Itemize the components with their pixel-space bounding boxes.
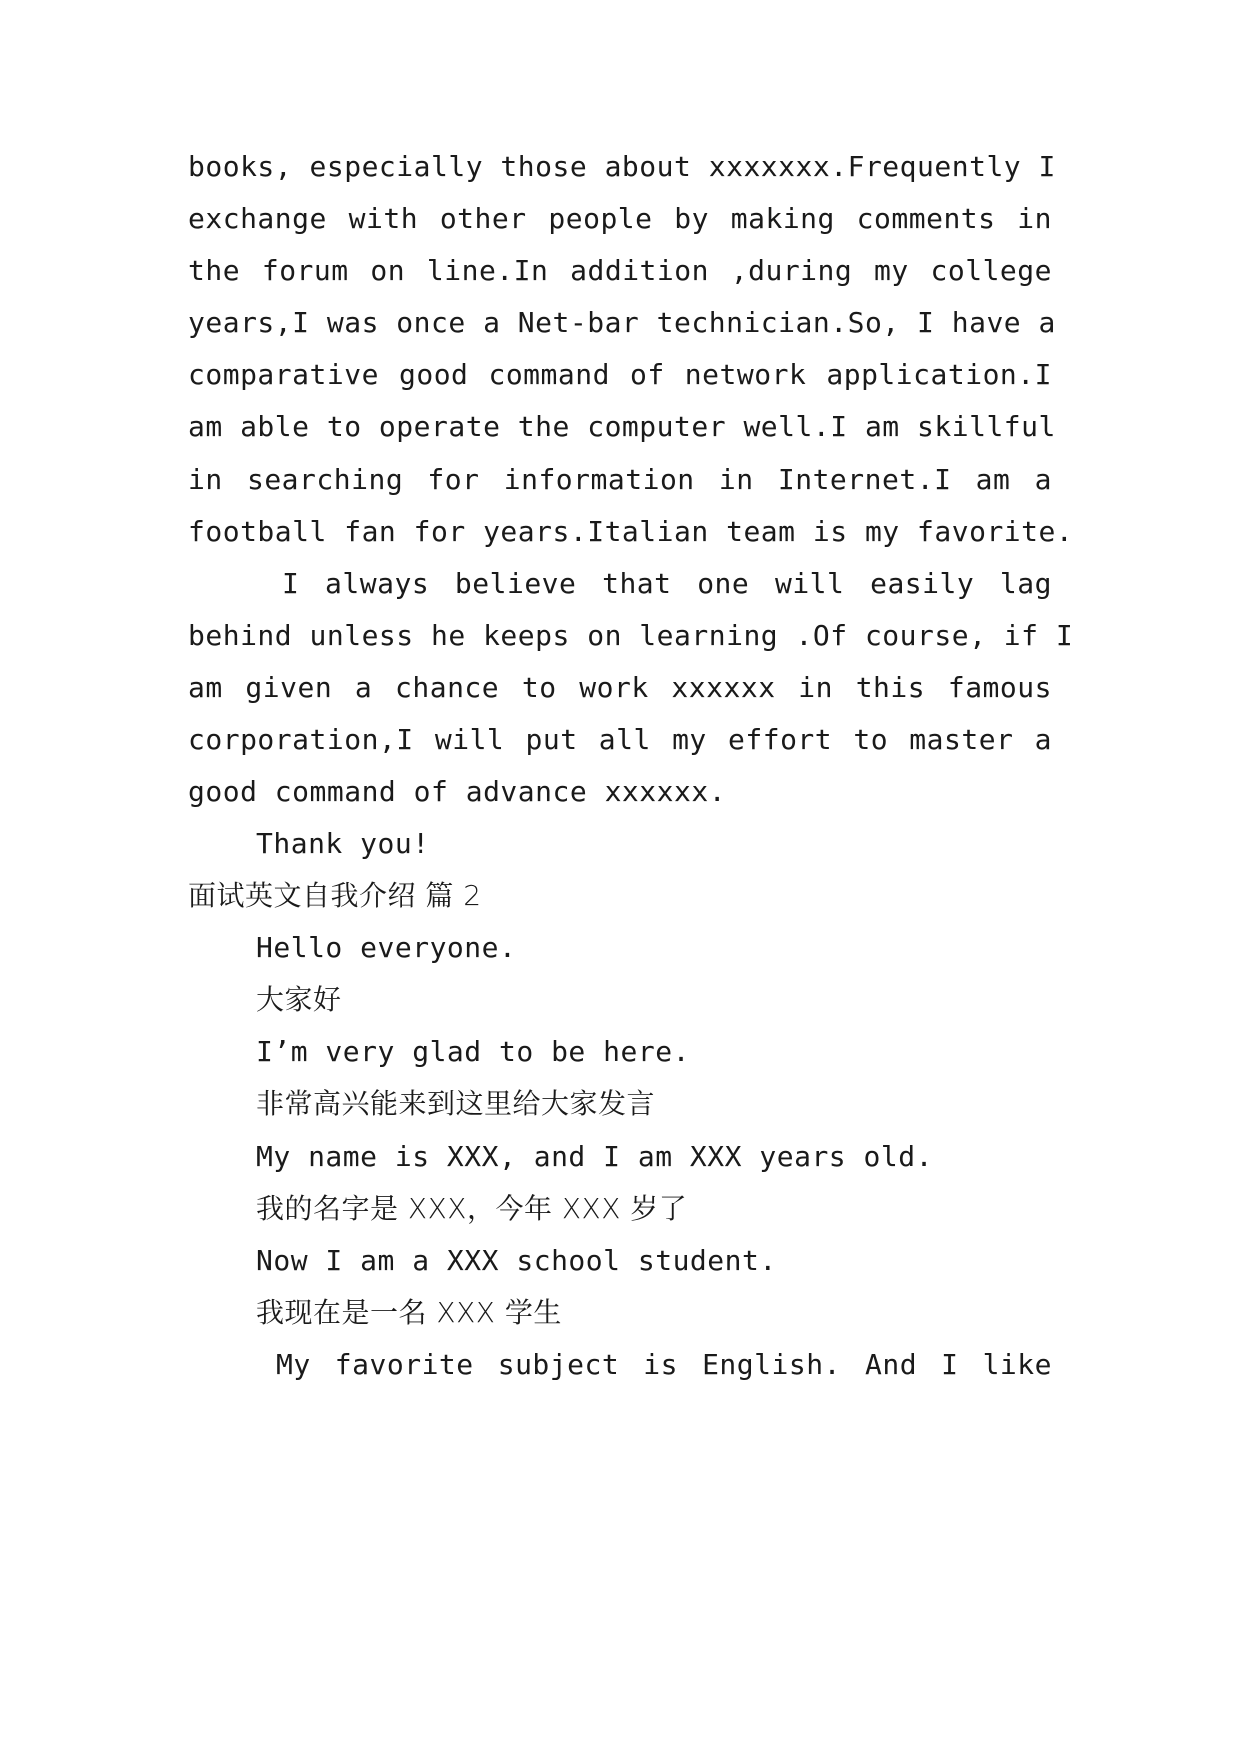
paragraph-line: exchange with other people by making comments in — [188, 202, 1052, 235]
paragraph-line: I always believe that one will easily lag — [282, 567, 1052, 600]
paragraph-line: am given a chance to work xxxxxx in this famous — [188, 671, 1052, 704]
paragraph-line: the forum on line.In addition ,during my college — [188, 254, 1052, 287]
paragraph-line: My favorite subject is English. And I like — [276, 1348, 1052, 1381]
translation-line: 大家好 — [256, 983, 342, 1016]
section-heading: 面试英文自我介绍 篇 2 — [188, 879, 482, 912]
translation-line: 我现在是一名 XXX 学生 — [256, 1296, 562, 1329]
translation-line: 我的名字是 XXX，今年 XXX 岁了 — [256, 1192, 688, 1225]
paragraph-line: years,I was once a Net-bar technician.So, I have a — [188, 306, 1056, 339]
paragraph-line: My name is XXX, and I am XXX years old. — [256, 1140, 933, 1173]
paragraph-line: football fan for years.Italian team is my favorite. — [188, 515, 1074, 548]
paragraph-line: in searching for information in Internet.I am a — [188, 463, 1052, 496]
paragraph-line: I’m very glad to be here. — [256, 1035, 690, 1068]
paragraph-line: comparative good command of network application.I — [188, 358, 1052, 391]
paragraph-line: Hello everyone. — [256, 931, 517, 964]
paragraph-line: Now I am a XXX school student. — [256, 1244, 777, 1277]
closing-line: Thank you! — [256, 827, 430, 860]
translation-line: 非常高兴能来到这里给大家发言 — [256, 1087, 656, 1120]
paragraph-line: books, especially those about xxxxxxx.Frequently I — [188, 150, 1056, 183]
paragraph-line: corporation,I will put all my effort to master a — [188, 723, 1052, 756]
paragraph-line: am able to operate the computer well.I am skillful — [188, 410, 1056, 443]
paragraph-line: behind unless he keeps on learning .Of course, if I — [188, 619, 1074, 652]
paragraph-line: good command of advance xxxxxx. — [188, 775, 727, 808]
